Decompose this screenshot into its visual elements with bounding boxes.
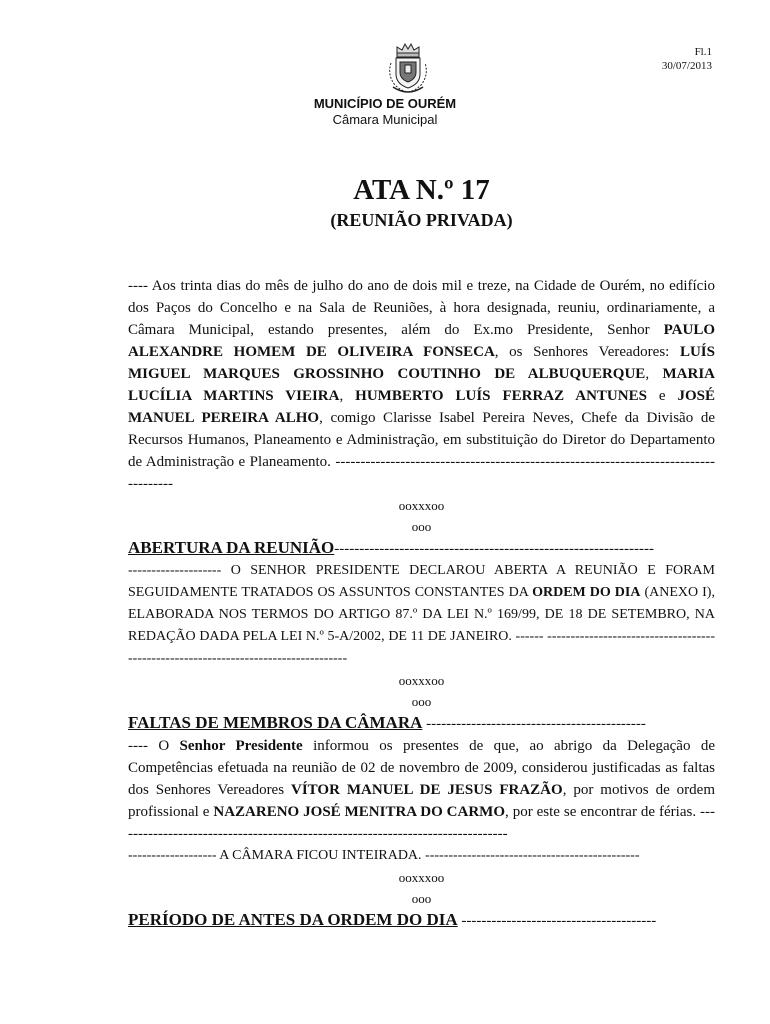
absent-councillor-name: VÍTOR MANUEL DE JESUS FRAZÃO <box>291 782 563 798</box>
faltas-text: informou os presentes de que, ao abrigo da Delegação de Competências efetuada na reunião de 02 de novembro de 2009, considerou justificadas as faltas dos Senhores Vereadores <box>128 738 715 798</box>
meeting-type: (REUNIÃO PRIVADA) <box>330 210 513 230</box>
folio <box>662 45 712 73</box>
document-date: 30/07/2013 <box>661 60 712 72</box>
separator-line: ooxxxoo <box>398 673 445 688</box>
separator-line: ooo <box>411 891 432 906</box>
president-title: Senhor Presidente <box>179 738 303 754</box>
section-heading: FALTAS DE MEMBROS DA CÂMARA <box>128 713 423 732</box>
councillor-name: HUMBERTO LUÍS FERRAZ ANTUNES <box>355 388 647 404</box>
faltas-text: ---- O <box>128 738 180 754</box>
president-name: PAULO ALEXANDRE HOMEM DE OLIVEIRA FONSECA <box>128 322 715 360</box>
municipal-crest-icon <box>383 41 433 97</box>
separator-line: ooxxxoo <box>398 870 445 885</box>
minutes-number: ATA N.º 17 <box>353 174 490 206</box>
section-heading-abertura <box>128 537 715 560</box>
section-heading: ABERTURA DA REUNIÃO <box>128 538 335 557</box>
heading-dashes: ---------------------------------------------------------------- <box>334 541 654 557</box>
separator-line: ooo <box>411 519 432 534</box>
municipality-header <box>0 96 770 128</box>
intro-text: e <box>646 388 678 404</box>
councillor-name: JOSÉ MANUEL PEREIRA ALHO <box>128 388 716 426</box>
council-informed-line: ------------------- A CÂMARA FICOU INTEIRADA. ---------------------------------------------- <box>128 848 640 863</box>
faltas-paragraph <box>128 735 715 845</box>
page-number: Fl.1 <box>694 46 712 58</box>
faltas-text: , por este se encontrar de férias. ------------------------------------------------------------------------------- <box>128 804 715 842</box>
intro-text: , comigo Clarisse Isabel Pereira Neves, Chefe da Divisão de Recursos Humanos, Planeamento e Administração, em substituição do Diretor do Departamento de Administração e Planeamento. ------------------------------------------------------------------------------------- <box>128 410 715 492</box>
council-name: Câmara Municipal <box>332 112 438 127</box>
intro-paragraph <box>128 275 715 495</box>
abertura-paragraph <box>128 560 715 670</box>
faltas-text: , por motivos de ordem profissional e <box>128 782 715 820</box>
heading-dashes: --------------------------------------- <box>457 913 657 929</box>
section-heading-faltas <box>128 712 715 735</box>
heading-dashes: -------------------------------------------- <box>422 716 646 732</box>
separator-line: ooo <box>411 694 432 709</box>
section-separator <box>128 867 715 909</box>
section-separator <box>128 495 715 537</box>
minutes-title <box>0 172 770 232</box>
minutes-body <box>128 275 715 932</box>
section-heading: PERÍODO DE ANTES DA ORDEM DO DIA <box>128 910 458 929</box>
abertura-text: (ANEXO I), ELABORADA NOS TERMOS DO ARTIGO 87.º DA LEI N.º 169/99, DE 18 DE SETEMBRO, NA REDAÇÃO DADA PELA LEI N.º 5-A/2002, DE 11 DE JANEIRO. ------ ----------------------------------------------------------------------------------- <box>128 585 715 666</box>
abertura-text: -------------------- O SENHOR PRESIDENTE DECLAROU ABERTA A REUNIÃO E FORAM SEGUIDAMENTE TRATADOS OS ASSUNTOS CONSTANTES DA <box>128 563 715 600</box>
councillor-name: LUÍS MIGUEL MARQUES GROSSINHO COUTINHO DE ALBUQUERQUE <box>128 344 715 382</box>
intro-text: , <box>339 388 356 404</box>
councillor-name: MARIA LUCÍLIA MARTINS VIEIRA <box>128 366 716 404</box>
intro-text: , os Senhores Vereadores: <box>494 344 680 360</box>
intro-text: , <box>645 366 663 382</box>
municipality-name: MUNICÍPIO DE OURÉM <box>313 96 457 111</box>
absent-councillor-name: NAZARENO JOSÉ MENITRA DO CARMO <box>213 804 505 820</box>
agenda-label: ORDEM DO DIA <box>532 585 641 600</box>
section-separator <box>128 670 715 712</box>
section-heading-periodo <box>128 909 715 932</box>
intro-text: ---- Aos trinta dias do mês de julho do ano de dois mil e treze, na Cidade de Ourém, no edifício dos Paços do Concelho e na Sala de Reuniões, à hora designada, reuniu, ordinariamente, a Câmara Municipal, estando presentes, além do Ex.mo Presidente, Senhor <box>128 278 715 338</box>
separator-line: ooxxxoo <box>398 498 445 513</box>
